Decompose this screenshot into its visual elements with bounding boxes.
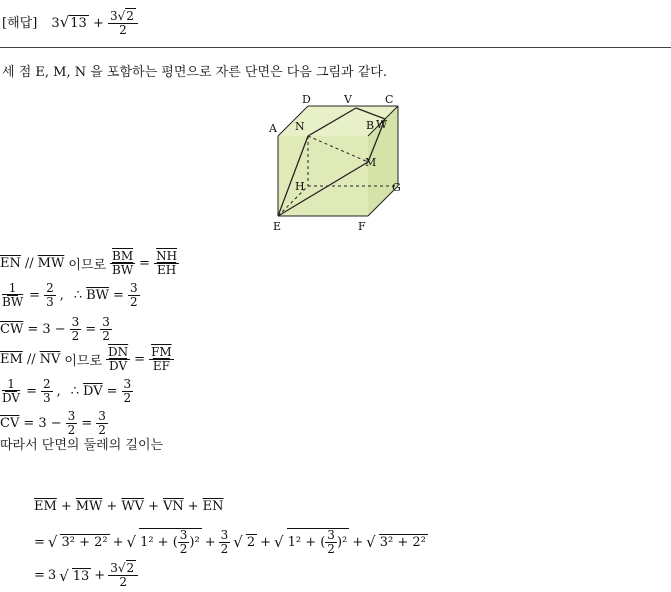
perimeter-result <box>34 562 138 589</box>
answer-radicand: 13 <box>70 16 87 31</box>
label-V: V <box>344 93 352 106</box>
fraction <box>0 378 22 405</box>
equals: = <box>113 288 124 303</box>
label-C: C <box>385 93 394 106</box>
fraction <box>100 316 112 343</box>
plus-sign: + <box>112 534 124 550</box>
equals: = <box>26 384 37 399</box>
frac-num: 3 <box>67 409 76 423</box>
fraction <box>44 282 56 309</box>
comma: , <box>59 288 64 303</box>
equals: = <box>106 384 118 399</box>
cube-front-face <box>278 136 368 216</box>
frac-num: 3 <box>71 315 80 329</box>
label-H: H <box>295 180 305 193</box>
cube-figure <box>262 92 412 234</box>
fraction <box>149 346 174 373</box>
frac-den: 3 <box>46 295 54 309</box>
step-line-5 <box>0 378 133 405</box>
sqrt-sign: √ <box>59 566 69 585</box>
num-coef: 3 <box>109 9 118 23</box>
equals: = <box>134 352 146 367</box>
frac-den: 2 <box>98 423 106 437</box>
label-D: D <box>302 93 311 106</box>
plus-sign: + <box>148 499 159 514</box>
frac-num: 2 <box>42 377 51 391</box>
comma: , <box>56 384 61 399</box>
seg-CW: $\overline{CW}$ <box>0 322 24 337</box>
radicand: 13 <box>72 568 90 584</box>
frac-den: BW <box>2 295 24 309</box>
plus-sign: + <box>94 568 106 583</box>
text-because: 이므로 <box>64 354 103 369</box>
frac-num: $\overline{FM}$ <box>151 345 172 359</box>
seg-EN: $\overline{EN}$ <box>0 256 21 271</box>
seg-VN: $\overline{VN}$ <box>162 499 184 514</box>
frac-num: $\overline{BM}$ <box>112 249 134 263</box>
radicand-part: )² <box>336 535 348 550</box>
frac-den: DV <box>2 391 21 405</box>
seg-EM: $\overline{EM}$ <box>34 499 57 514</box>
step-line-4 <box>0 346 174 373</box>
equals: = <box>85 322 97 337</box>
fraction <box>325 529 337 556</box>
answer-label: [해답] <box>2 16 38 31</box>
frac-num: 1 <box>8 281 17 295</box>
plus-sign: + <box>352 534 364 550</box>
label-E: E <box>273 220 282 233</box>
sqrt-sign: √ <box>366 533 376 551</box>
fraction <box>70 316 82 343</box>
frac-den: DV <box>109 359 128 373</box>
frac-num: 3 <box>220 527 229 542</box>
fraction <box>66 410 78 437</box>
frac-den: 2 <box>220 541 229 556</box>
frac-num: 3 <box>327 528 335 542</box>
therefore-sign: ∴ <box>70 384 80 399</box>
equals: = <box>139 256 151 271</box>
answer-frac-num <box>108 10 138 24</box>
frac-num: 3 <box>129 281 138 295</box>
answer-line <box>2 10 138 37</box>
plus-sign: + <box>92 16 104 31</box>
radicand: 2 <box>246 535 256 550</box>
equals: = <box>81 416 93 431</box>
seg-CV: $\overline{CV}$ <box>0 416 20 431</box>
coef: 3 <box>47 568 57 583</box>
fraction <box>110 250 135 277</box>
radicand-part: 1² + ( <box>287 535 326 550</box>
answer-fraction <box>108 10 138 37</box>
seg-BW: $\overline{BW}$ <box>86 288 110 303</box>
label-B: B <box>366 119 375 132</box>
frac-num: 1 <box>7 377 15 391</box>
radicand-part: )² <box>189 535 200 550</box>
seg-WV: $\overline{WV}$ <box>121 499 145 514</box>
label-A: A <box>269 122 277 135</box>
perimeter-step-2 <box>34 528 428 556</box>
step-line-2 <box>0 282 140 309</box>
frac-den: 2 <box>102 329 110 343</box>
seg-DV: $\overline{DV}$ <box>83 384 103 399</box>
frac-den: 2 <box>71 329 80 343</box>
fraction <box>178 529 190 556</box>
frac-num: 2 <box>46 281 54 295</box>
frac-den: 3 <box>42 391 51 405</box>
frac-num: $\overline{NH}$ <box>156 249 178 263</box>
frac-den: 2 <box>179 542 188 556</box>
equals: = <box>34 568 45 583</box>
fraction <box>41 378 53 405</box>
plus-sign: + <box>60 499 72 514</box>
therefore-sign: ∴ <box>73 288 83 303</box>
sqrt-sign: √ <box>274 533 284 551</box>
label-M: M <box>365 156 377 169</box>
plus-sign: + <box>260 534 272 550</box>
fraction <box>108 562 138 589</box>
frac-den: 2 <box>67 423 76 437</box>
fraction <box>106 346 130 373</box>
fraction <box>219 529 231 556</box>
plus-sign: + <box>106 499 118 514</box>
frac-den: EH <box>156 263 177 277</box>
label-F: F <box>358 220 366 233</box>
text-because: 이므로 <box>68 258 107 273</box>
divider <box>0 47 671 48</box>
plus-sign: + <box>187 499 199 514</box>
answer-frac-den: 2 <box>119 23 127 37</box>
frac-num <box>108 562 138 576</box>
frac-den: 2 <box>327 542 335 556</box>
frac-num: 3 <box>98 409 106 423</box>
equals: = <box>34 534 45 550</box>
step-line-1 <box>0 250 179 277</box>
frac-den: 2 <box>123 391 132 405</box>
sqrt-sign: √ <box>47 533 58 551</box>
label-W: W <box>376 118 388 131</box>
frac-num: 3 <box>179 528 188 542</box>
perimeter-sum <box>34 499 224 514</box>
intro-text: 세 점 E, M, N 을 포함하는 평면으로 자른 단면은 다음 그림과 같다. <box>2 65 387 80</box>
step-line-6 <box>0 410 108 437</box>
radicand-part: 1² + ( <box>140 535 178 550</box>
fraction <box>122 378 134 405</box>
seg-EN: $\overline{EN}$ <box>202 499 224 514</box>
expr: = 3 − <box>27 322 66 337</box>
frac-den: BW <box>112 263 134 277</box>
num-radicand: 2 <box>126 561 135 575</box>
frac-num: $\overline{DN}$ <box>108 345 129 359</box>
seg-MW: $\overline{MW}$ <box>37 256 65 271</box>
fraction <box>0 282 25 309</box>
label-G: G <box>392 181 401 194</box>
parallel-sign: // <box>26 352 36 367</box>
sqrt-sign: √ <box>117 561 126 575</box>
frac-den: 2 <box>129 295 138 309</box>
seg-MW: $\overline{MW}$ <box>75 499 103 514</box>
fraction <box>154 250 179 277</box>
plus-sign: + <box>204 534 216 550</box>
perimeter-text: 따라서 단면의 둘레의 길이는 <box>0 438 164 453</box>
expr: = 3 − <box>23 416 62 431</box>
sqrt-sign: √ <box>233 533 243 551</box>
frac-den: 2 <box>119 575 127 589</box>
num-coef: 3 <box>110 561 118 575</box>
fraction <box>96 410 108 437</box>
radicand-group <box>287 528 350 556</box>
step-line-3 <box>0 316 112 343</box>
label-N: N <box>295 120 305 133</box>
radicand: 3² + 2² <box>61 535 108 550</box>
equals: = <box>29 288 41 303</box>
sqrt-sign: √ <box>117 9 126 23</box>
seg-NV: $\overline{NV}$ <box>39 352 61 367</box>
frac-num: 3 <box>102 315 110 329</box>
seg-EM: $\overline{EM}$ <box>0 352 23 367</box>
sqrt-sign: √ <box>59 13 70 31</box>
radicand: 3² + 2² <box>379 535 426 550</box>
parallel-sign: // <box>24 256 34 271</box>
frac-den: EF <box>152 359 170 373</box>
num-radicand: 2 <box>126 9 134 23</box>
radicand-group <box>139 528 202 556</box>
fraction <box>128 282 140 309</box>
answer-int: 3 <box>51 16 60 31</box>
frac-num: 3 <box>123 377 132 391</box>
sqrt-sign: √ <box>126 533 137 551</box>
